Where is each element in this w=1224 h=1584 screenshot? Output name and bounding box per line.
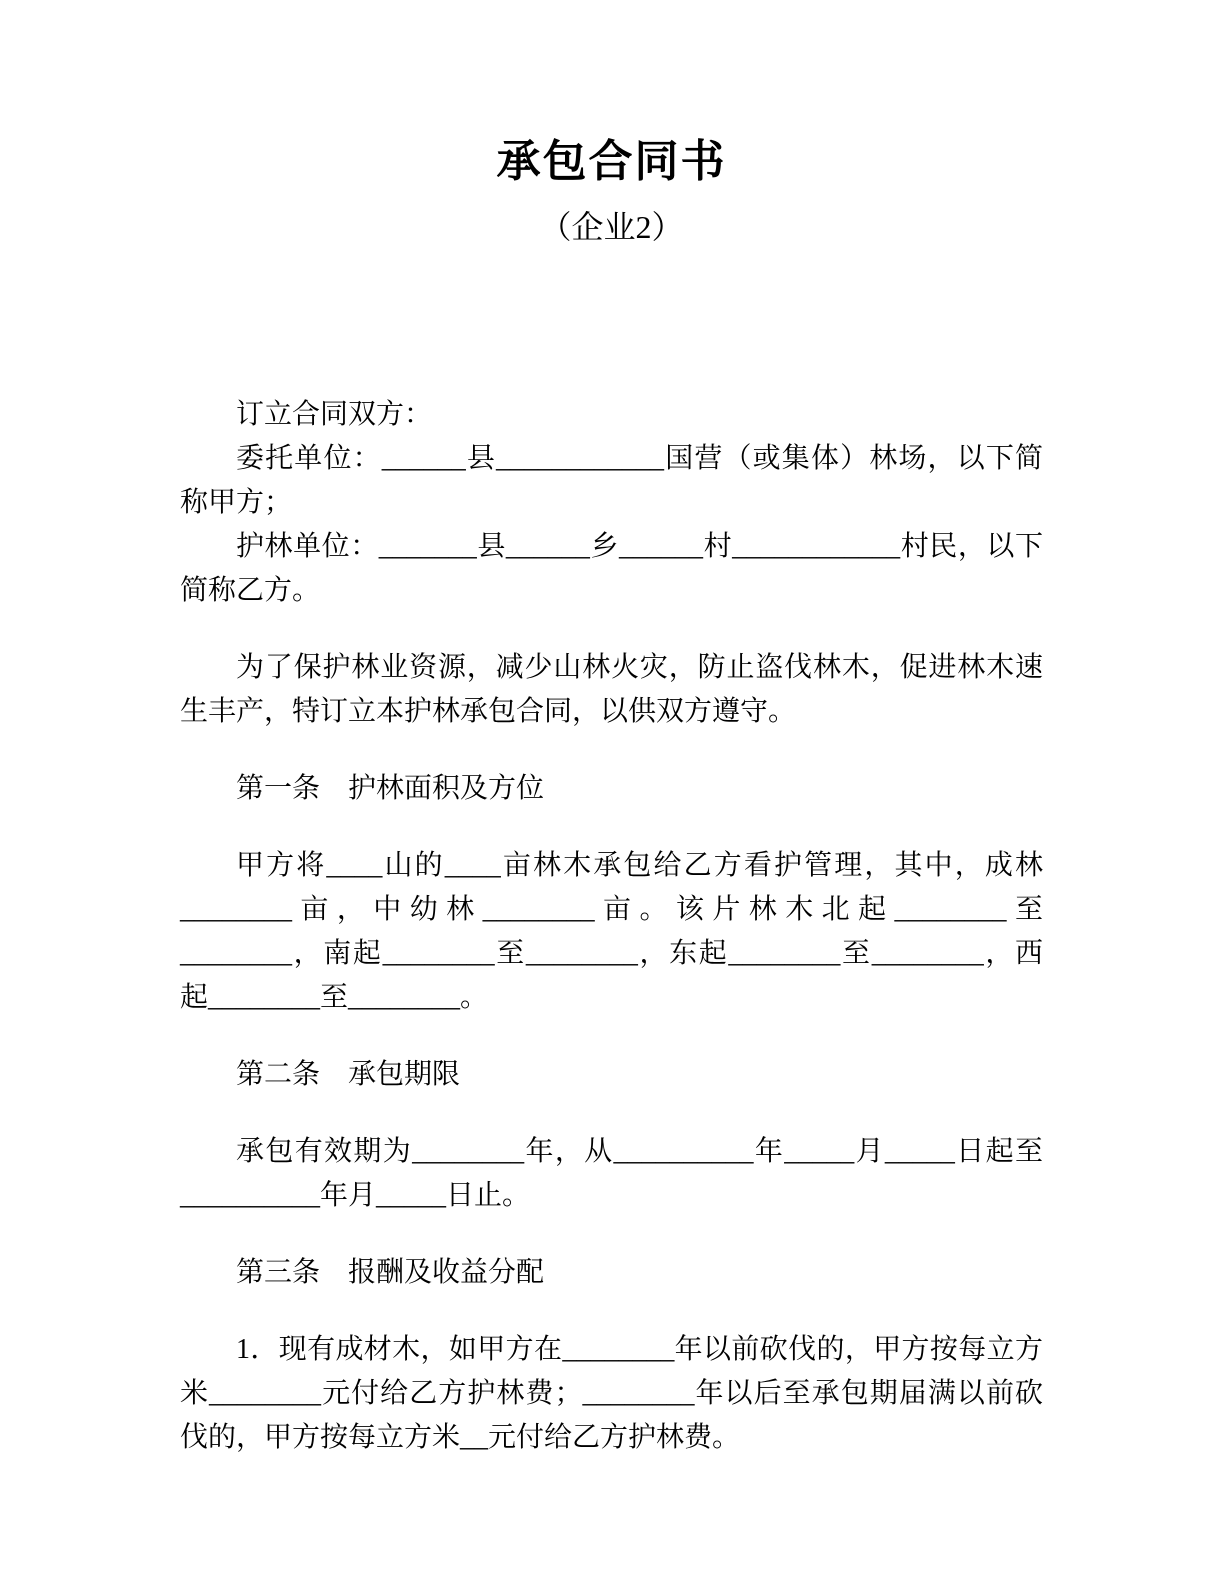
article-3-heading: 第三条 报酬及收益分配 — [236, 1257, 545, 1288]
article-2-heading: 第二条 承包期限 — [236, 1059, 461, 1090]
purpose-paragraph: 为了保护林业资源，减少山林火灾，防止盗伐林木，促进林木速生丰产，特订立本护林承包合同，以供双方遵守。 — [180, 652, 1043, 727]
paragraph-spacer — [180, 1097, 1043, 1130]
document-subtitle: （企业2） — [539, 209, 684, 245]
paragraph-spacer — [180, 1295, 1043, 1328]
contract-parties-intro: 订立合同双方： — [236, 399, 433, 430]
paragraph-spacer — [180, 734, 1043, 767]
document-title: 承包合同书 — [496, 137, 727, 186]
title-body-gap — [180, 251, 1043, 393]
article-1-body: 甲方将____山的____亩林木承包给乙方看护管理，其中，成林________亩，中幼林________亩。该片林木北起________至________，南起________至________，东起________至________，西起________至________。 — [180, 850, 1043, 1013]
article-3-body: 1．现有成材木，如甲方在________年以前砍伐的，甲方按每立方米________元付给乙方护林费；________年以后至承包期届满以前砍伐的，甲方按每立方米__元付给乙方护林费。 — [180, 1334, 1043, 1453]
party-b-line: 护林单位：_______县______乡______村____________村民，以下简称乙方。 — [180, 531, 1043, 606]
party-a-line: 委托单位：______县____________国营（或集体）林场，以下简称甲方； — [180, 443, 1043, 518]
article-2-body: 承包有效期为________年，从__________年_____月_____日起至__________年月_____日止。 — [180, 1136, 1043, 1211]
paragraph-spacer — [180, 811, 1043, 844]
paragraph-spacer — [180, 613, 1043, 646]
paragraph-spacer — [180, 1218, 1043, 1251]
article-1-heading: 第一条 护林面积及方位 — [236, 773, 545, 804]
paragraph-spacer — [180, 1020, 1043, 1053]
